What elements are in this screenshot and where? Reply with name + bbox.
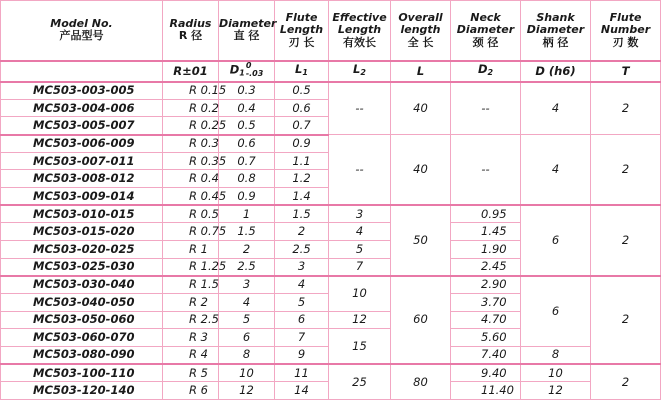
- diameter-cell: 0.4: [219, 99, 275, 117]
- flute-length-cell: 14: [275, 382, 329, 400]
- diameter-cell: 0.6: [219, 135, 275, 153]
- symbol-effective-length: $L_2$: [329, 61, 391, 82]
- radius-cell: R 2: [163, 293, 219, 311]
- flute-length-cell: 6: [275, 311, 329, 329]
- model-cell: MC503-080-090: [1, 346, 163, 364]
- flute-length-cell: 7: [275, 329, 329, 347]
- overall-length-cell: 50: [391, 205, 451, 276]
- symbol-model: [1, 61, 163, 82]
- flute-length-cell: 0.9: [275, 135, 329, 153]
- diameter-cell: 1.5: [219, 223, 275, 241]
- radius-cell: R 0.5: [163, 205, 219, 223]
- symbol-flute-number: T: [591, 61, 661, 82]
- diameter-cell: 4: [219, 293, 275, 311]
- header-diameter: Diameter 直 径: [219, 1, 275, 61]
- neck-diameter-cell: 4.70: [451, 311, 521, 329]
- effective-length-cell: --: [329, 82, 391, 135]
- neck-diameter-cell: 7.40: [451, 346, 521, 364]
- radius-cell: R 0.45: [163, 187, 219, 205]
- effective-length-cell: 25: [329, 364, 391, 399]
- flute-length-cell: 2: [275, 223, 329, 241]
- neck-diameter-cell: 11.40: [451, 382, 521, 400]
- model-cell: MC503-004-006: [1, 99, 163, 117]
- flute-length-cell: 1.4: [275, 187, 329, 205]
- flute-length-cell: 2.5: [275, 240, 329, 258]
- effective-length-cell: 10: [329, 276, 391, 311]
- flute-length-cell: 0.6: [275, 99, 329, 117]
- radius-cell: R 0.35: [163, 152, 219, 170]
- diameter-cell: 0.7: [219, 152, 275, 170]
- flute-length-cell: 0.7: [275, 117, 329, 135]
- neck-diameter-cell: 5.60: [451, 329, 521, 347]
- neck-diameter-cell: 2.45: [451, 258, 521, 276]
- diameter-cell: 12: [219, 382, 275, 400]
- radius-cell: R 4: [163, 346, 219, 364]
- effective-length-cell: 4: [329, 223, 391, 241]
- flute-number-cell: 2: [591, 364, 661, 399]
- effective-length-cell: 3: [329, 205, 391, 223]
- flute-length-cell: 3: [275, 258, 329, 276]
- shank-diameter-cell: 4: [521, 135, 591, 206]
- flute-number-cell: 2: [591, 276, 661, 364]
- radius-cell: R 5: [163, 364, 219, 382]
- effective-length-cell: --: [329, 135, 391, 206]
- flute-length-cell: 1.5: [275, 205, 329, 223]
- model-cell: MC503-025-030: [1, 258, 163, 276]
- flute-length-cell: 9: [275, 346, 329, 364]
- symbol-diameter: $D_1$ 0 -.03: [219, 61, 275, 82]
- table-row: [1, 364, 661, 382]
- diameter-cell: 2: [219, 240, 275, 258]
- header-overall-length: Overall length 全 长: [391, 1, 451, 61]
- diameter-cell: 5: [219, 311, 275, 329]
- header-radius: Radius R 径: [163, 1, 219, 61]
- diameter-cell: 3: [219, 276, 275, 294]
- radius-cell: R 1: [163, 240, 219, 258]
- model-cell: MC503-020-025: [1, 240, 163, 258]
- model-cell: MC503-009-014: [1, 187, 163, 205]
- radius-cell: R 0.4: [163, 170, 219, 188]
- diameter-cell: 0.8: [219, 170, 275, 188]
- table-row: [1, 276, 661, 294]
- flute-length-cell: 5: [275, 293, 329, 311]
- model-cell: MC503-007-011: [1, 152, 163, 170]
- overall-length-cell: 40: [391, 135, 451, 206]
- shank-diameter-cell: 6: [521, 276, 591, 347]
- model-cell: MC503-010-015: [1, 205, 163, 223]
- model-cell: MC503-005-007: [1, 117, 163, 135]
- flute-number-cell: 2: [591, 82, 661, 135]
- shank-diameter-cell: 10: [521, 364, 591, 382]
- model-cell: MC503-003-005: [1, 82, 163, 100]
- diameter-cell: 0.3: [219, 82, 275, 100]
- symbol-overall-length: L: [391, 61, 451, 82]
- table-row: [1, 135, 661, 153]
- flute-length-cell: 1.2: [275, 170, 329, 188]
- radius-cell: R 0.2: [163, 99, 219, 117]
- symbol-flute-length: $L_1$: [275, 61, 329, 82]
- shank-diameter-cell: 12: [521, 382, 591, 400]
- shank-diameter-cell: 8: [521, 346, 591, 364]
- header-effective-length: Effective Length 有效长: [329, 1, 391, 61]
- shank-diameter-cell: 4: [521, 82, 591, 135]
- overall-length-cell: 60: [391, 276, 451, 364]
- flute-number-cell: 2: [591, 205, 661, 276]
- radius-cell: R 0.15: [163, 82, 219, 100]
- flute-number-cell: 2: [591, 135, 661, 206]
- diameter-cell: 0.9: [219, 187, 275, 205]
- neck-diameter-cell: 1.45: [451, 223, 521, 241]
- model-cell: MC503-015-020: [1, 223, 163, 241]
- model-cell: MC503-060-070: [1, 329, 163, 347]
- model-cell: MC503-030-040: [1, 276, 163, 294]
- header-row: [1, 1, 661, 61]
- symbol-radius: R±01: [163, 61, 219, 82]
- overall-length-cell: 80: [391, 364, 451, 399]
- diameter-cell: 2.5: [219, 258, 275, 276]
- header-neck-diameter: Neck Diameter 颈 径: [451, 1, 521, 61]
- effective-length-cell: 5: [329, 240, 391, 258]
- header-shank-diameter: Shank Diameter 柄 径: [521, 1, 591, 61]
- diameter-cell: 8: [219, 346, 275, 364]
- radius-cell: R 3: [163, 329, 219, 347]
- radius-cell: R 0.3: [163, 135, 219, 153]
- effective-length-cell: 7: [329, 258, 391, 276]
- radius-cell: R 0.75: [163, 223, 219, 241]
- symbol-neck-diameter: $D_2$: [451, 61, 521, 82]
- header-model: Model No. 产品型号: [1, 1, 163, 61]
- radius-cell: R 1.25: [163, 258, 219, 276]
- radius-cell: R 1.5: [163, 276, 219, 294]
- neck-diameter-cell: 3.70: [451, 293, 521, 311]
- diameter-cell: 0.5: [219, 117, 275, 135]
- model-cell: MC503-008-012: [1, 170, 163, 188]
- flute-length-cell: 11: [275, 364, 329, 382]
- effective-length-cell: 12: [329, 311, 391, 329]
- model-cell: MC503-050-060: [1, 311, 163, 329]
- neck-diameter-cell: 9.40: [451, 364, 521, 382]
- flute-length-cell: 0.5: [275, 82, 329, 100]
- header-flute-number: Flute Number 刃 数: [591, 1, 661, 61]
- table-row: [1, 82, 661, 100]
- radius-cell: R 2.5: [163, 311, 219, 329]
- neck-diameter-cell: 0.95: [451, 205, 521, 223]
- table-row: [1, 205, 661, 223]
- diameter-cell: 6: [219, 329, 275, 347]
- flute-length-cell: 4: [275, 276, 329, 294]
- radius-cell: R 6: [163, 382, 219, 400]
- symbol-row: [1, 61, 661, 82]
- effective-length-cell: 15: [329, 329, 391, 364]
- symbol-shank-diameter: D (h6): [521, 61, 591, 82]
- diameter-cell: 1: [219, 205, 275, 223]
- model-cell: MC503-040-050: [1, 293, 163, 311]
- shank-diameter-cell: 6: [521, 205, 591, 276]
- neck-diameter-cell: 1.90: [451, 240, 521, 258]
- neck-diameter-cell: --: [451, 82, 521, 135]
- neck-diameter-cell: --: [451, 135, 521, 206]
- flute-length-cell: 1.1: [275, 152, 329, 170]
- radius-cell: R 0.25: [163, 117, 219, 135]
- overall-length-cell: 40: [391, 82, 451, 135]
- diameter-cell: 10: [219, 364, 275, 382]
- model-cell: MC503-006-009: [1, 135, 163, 153]
- model-cell: MC503-120-140: [1, 382, 163, 400]
- model-cell: MC503-100-110: [1, 364, 163, 382]
- header-flute-length: Flute Length 刃 长: [275, 1, 329, 61]
- neck-diameter-cell: 2.90: [451, 276, 521, 294]
